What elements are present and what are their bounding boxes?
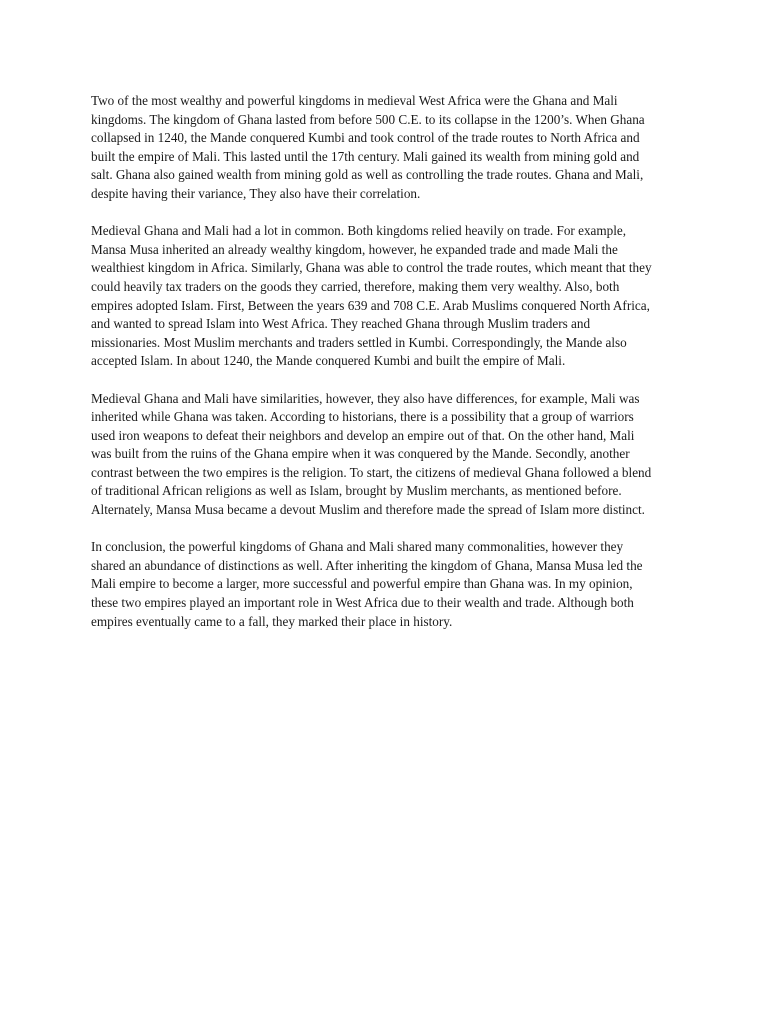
- text-line: empires adopted Islam. First, Between the years 639 and 708 C.E. Arab Muslims conquered North Africa,: [91, 297, 650, 313]
- text-line: missionaries. Most Muslim merchants and traders settled in Kumbi. Correspondingly, the Mande also: [91, 334, 627, 350]
- text-line: and wanted to spread Islam into West Africa. They reached Ghana through Muslim traders and: [91, 316, 591, 332]
- paragraph-similarities: [91, 222, 683, 371]
- text-line: wealthiest kingdom in Africa. Similarly, Ghana was able to control the trade routes, which meant that they: [91, 260, 652, 276]
- text-line: despite having their variance, They also have their correlation.: [91, 185, 421, 201]
- text-line: accepted Islam. In about 1240, the Mande conquered Kumbi and built the empire of Mali.: [91, 353, 566, 369]
- text-line: salt. Ghana also gained wealth from mining gold as well as controlling the trade routes. Ghana and Mali,: [91, 167, 644, 183]
- text-line: Medieval Ghana and Mali had a lot in common. Both kingdoms relied heavily on trade. For example,: [91, 223, 627, 239]
- text-line: In conclusion, the powerful kingdoms of Ghana and Mali shared many commonalities, however they: [91, 539, 624, 555]
- text-line: could heavily tax traders on the goods they carried, therefore, making them very wealthy. Also, both: [91, 278, 620, 294]
- text-line: shared an abundance of distinctions as well. After inheriting the kingdom of Ghana, Mansa Musa led the: [91, 557, 643, 573]
- text-line: collapsed in 1240, the Mande conquered Kumbi and took control of the trade routes to North Africa and: [91, 130, 640, 146]
- text-line: Mansa Musa inherited an already wealthy kingdom, however, he expanded trade and made Mali the: [91, 241, 618, 257]
- text-line: these two empires played an important role in West Africa due to their wealth and trade. Although both: [91, 595, 634, 611]
- text-line: contrast between the two empires is the religion. To start, the citizens of medieval Ghana followed a blend: [91, 464, 652, 480]
- paragraph-conclusion: [91, 538, 683, 631]
- paragraph-introduction: [91, 92, 683, 204]
- paragraph-differences: [91, 390, 683, 520]
- text-line: empires eventually came to a fall, they marked their place in history.: [91, 613, 453, 629]
- text-line: Two of the most wealthy and powerful kingdoms in medieval West Africa were the Ghana and Mali: [91, 93, 618, 108]
- text-line: Alternately, Mansa Musa became a devout Muslim and therefore made the spread of Islam more distinct.: [91, 502, 645, 518]
- text-line: Mali empire to become a larger, more successful and powerful empire than Ghana was. In my opinion,: [91, 576, 633, 592]
- text-line: inherited while Ghana was taken. According to historians, there is a possibility that a group of warriors: [91, 409, 634, 425]
- text-line: was built from the ruins of the Ghana empire when it was conquered by the Mande. Secondly, another: [91, 446, 630, 462]
- text-line: used iron weapons to defeat their neighbors and develop an empire out of that. On the other hand, Mali: [91, 427, 635, 443]
- text-line: kingdoms. The kingdom of Ghana lasted from before 500 C.E. to its collapse in the 1200’s. When Ghana: [91, 111, 645, 127]
- text-line: built the empire of Mali. This lasted until the 17th century. Mali gained its wealth from mining gold and: [91, 148, 640, 164]
- document-body: [91, 92, 683, 650]
- text-line: Medieval Ghana and Mali have similarities, however, they also have differences, for example, Mali was: [91, 390, 640, 406]
- text-line: of traditional African religions as well as Islam, brought by Muslim merchants, as mentioned before.: [91, 483, 622, 499]
